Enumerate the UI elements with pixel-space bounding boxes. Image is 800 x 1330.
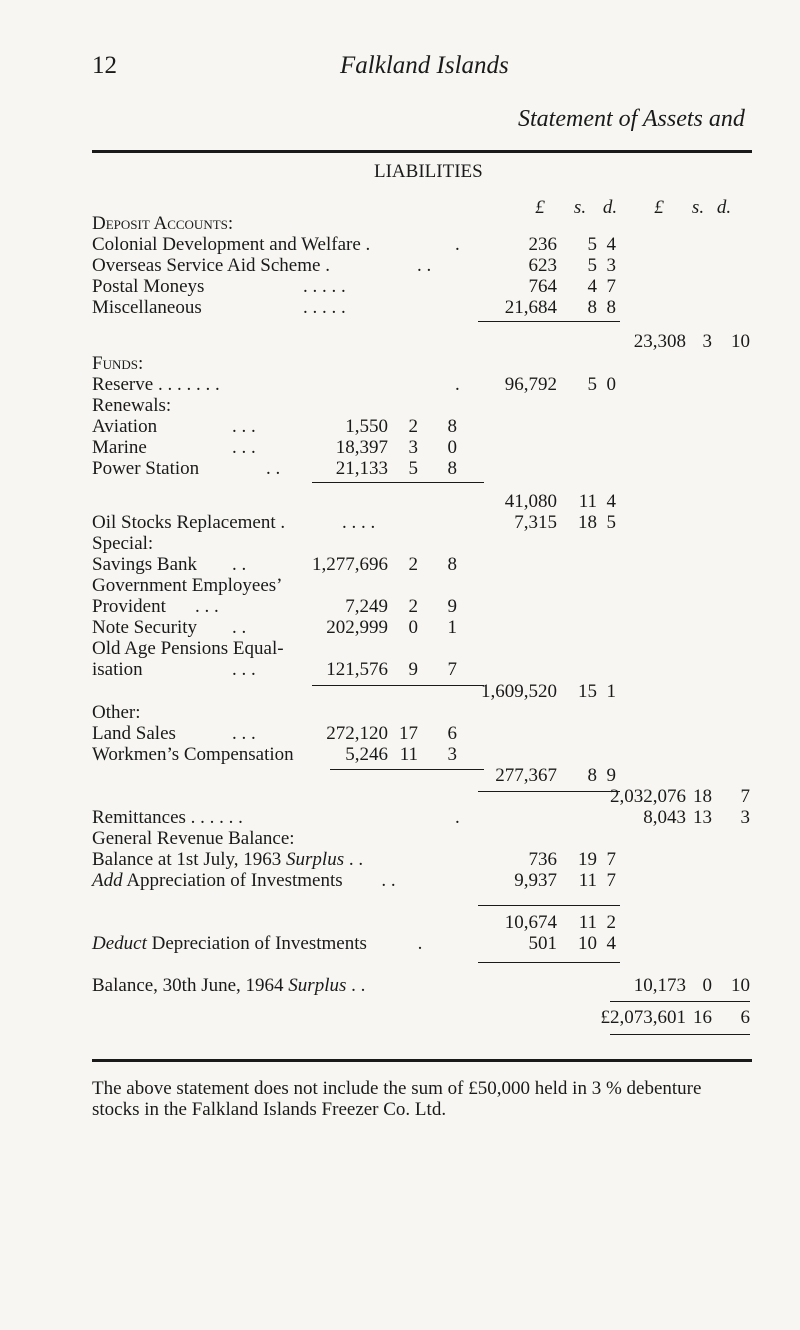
amount-shillings: 10 — [578, 933, 597, 954]
subtotal-rule — [478, 321, 620, 322]
total-pence: 3 — [740, 807, 750, 828]
renewal-label-power: Power Station — [92, 458, 200, 479]
inner-pounds: 21,133 — [335, 458, 388, 479]
amount-pounds: 764 — [528, 276, 557, 297]
amount-shillings: 5 — [587, 374, 597, 395]
dots: . . . — [232, 437, 256, 458]
grand-total-rule-bottom — [610, 1034, 750, 1035]
amount-shillings: 8 — [587, 297, 597, 318]
col-header-pound-2: £ — [654, 197, 664, 218]
balance-1963-text: Balance at 1st July, 1963 — [92, 849, 282, 870]
amount-pence: 1 — [606, 681, 616, 702]
dots: . . — [381, 870, 396, 891]
inner-pence: 1 — [447, 617, 457, 638]
special-label-gov-employees: Government Employees’ — [92, 575, 283, 596]
inner-shillings: 9 — [408, 659, 418, 680]
inner-shillings: 17 — [399, 723, 418, 744]
deposit-accounts-heading: Deposit Accounts: — [92, 213, 234, 234]
subtotal-rule — [478, 962, 620, 963]
grand-total-rule-top — [610, 1001, 750, 1002]
dots: . . — [266, 458, 281, 479]
renewal-label-aviation: Aviation — [92, 416, 158, 437]
amount-pence: 9 — [606, 765, 616, 786]
surplus-text: Surplus — [288, 975, 347, 996]
dots: . . — [417, 255, 432, 276]
dots: . — [417, 933, 423, 954]
col-header-pence-2: d. — [716, 197, 732, 218]
footnote-line-2: stocks in the Falkland Islands Freezer Co. Ltd. — [92, 1099, 447, 1120]
inner-pence: 9 — [447, 596, 457, 617]
col-header-pence: d. — [602, 197, 618, 218]
header-rule — [92, 150, 752, 153]
dots: . . . — [195, 596, 219, 617]
amount-pence: 7 — [606, 849, 616, 870]
amount-pence: 4 — [606, 234, 616, 255]
deposit-label-misc: Miscellaneous — [92, 297, 202, 318]
depreciation-text: Depreciation of Investments — [151, 933, 367, 954]
dots: . . — [351, 975, 366, 996]
other-heading: Other: — [92, 702, 141, 723]
total-pence: 7 — [740, 786, 750, 807]
grand-total-pounds: £2,073,601 — [600, 1007, 686, 1028]
inner-pounds: 202,999 — [326, 617, 388, 638]
deposit-label-postal: Postal Moneys — [92, 276, 205, 297]
dots: . . . . . — [303, 297, 346, 318]
dots: . . . — [232, 723, 256, 744]
renewal-label-marine: Marine — [92, 437, 147, 458]
inner-shillings: 2 — [408, 596, 418, 617]
other-label-land-sales: Land Sales — [92, 723, 176, 744]
grand-total-pence: 6 — [740, 1007, 750, 1028]
amount-shillings: 11 — [578, 912, 597, 933]
deposit-label-overseas: Overseas Service Aid Scheme . — [92, 255, 330, 276]
inner-pounds: 5,246 — [345, 744, 388, 765]
amount-pence: 7 — [606, 276, 616, 297]
oil-stocks-label: Oil Stocks Replacement . — [92, 512, 286, 533]
amount-pence: 2 — [606, 912, 616, 933]
inner-shillings: 11 — [399, 744, 418, 765]
special-label-note-security: Note Security — [92, 617, 198, 638]
inner-pence: 7 — [447, 659, 457, 680]
page-title: Falkland Islands — [340, 52, 509, 79]
amount-pounds: 9,937 — [514, 870, 557, 891]
footer-rule — [92, 1059, 752, 1062]
renewals-heading: Renewals: — [92, 395, 172, 416]
inner-pounds: 121,576 — [326, 659, 388, 680]
depreciation-label — [92, 933, 422, 955]
appreciation-label — [92, 870, 396, 892]
balance-1964-text: Balance, 30th June, 1964 — [92, 975, 284, 996]
amount-pence: 4 — [606, 491, 616, 512]
inner-pounds: 272,120 — [326, 723, 388, 744]
subtotal-rule — [478, 791, 620, 792]
amount-pence: 4 — [606, 933, 616, 954]
inner-pence: 8 — [447, 458, 457, 479]
page-number: 12 — [92, 52, 117, 79]
total-pounds: 2,032,076 — [610, 786, 686, 807]
inner-shillings: 2 — [408, 416, 418, 437]
amount-shillings: 4 — [587, 276, 597, 297]
inner-pence: 8 — [447, 554, 457, 575]
amount-shillings: 11 — [578, 870, 597, 891]
total-pounds: 23,308 — [633, 331, 686, 352]
amount-shillings: 18 — [578, 512, 597, 533]
inner-shillings: 0 — [408, 617, 418, 638]
special-label-old-age: Old Age Pensions Equal- — [92, 638, 284, 659]
amount-pounds: 41,080 — [504, 491, 557, 512]
amount-pounds: 21,684 — [504, 297, 557, 318]
inner-pence: 8 — [447, 416, 457, 437]
special-heading: Special: — [92, 533, 154, 554]
amount-shillings: 8 — [587, 765, 597, 786]
inner-pounds: 7,249 — [345, 596, 388, 617]
amount-pounds: 10,674 — [504, 912, 557, 933]
amount-pence: 8 — [606, 297, 616, 318]
inner-pence: 0 — [447, 437, 457, 458]
inner-pounds: 18,397 — [335, 437, 388, 458]
total-shillings: 0 — [702, 975, 712, 996]
liabilities-heading: LIABILITIES — [374, 161, 483, 182]
deduct-text: Deduct — [92, 933, 147, 954]
total-pounds: 8,043 — [643, 807, 686, 828]
col-header-shilling: s. — [573, 197, 587, 218]
dots: . — [455, 374, 460, 395]
surplus-text: Surplus — [286, 849, 345, 870]
subtotal-rule — [312, 482, 484, 483]
inner-pounds: 1,277,696 — [312, 554, 388, 575]
col-header-pound: £ — [535, 197, 545, 218]
amount-pounds: 623 — [528, 255, 557, 276]
amount-pence: 0 — [606, 374, 616, 395]
inner-pence: 6 — [447, 723, 457, 744]
amount-shillings: 15 — [578, 681, 597, 702]
amount-pounds: 236 — [528, 234, 557, 255]
dots: . . . . . — [303, 276, 346, 297]
revenue-heading: General Revenue Balance: — [92, 828, 295, 849]
total-shillings: 18 — [693, 786, 712, 807]
inner-shillings: 5 — [408, 458, 418, 479]
other-label-workmens-comp: Workmen’s Compensation — [92, 744, 294, 765]
dots: . . . — [232, 416, 256, 437]
appreciation-text: Appreciation of Investments — [126, 870, 343, 891]
total-pounds: 10,173 — [633, 975, 686, 996]
total-pence: 10 — [731, 331, 750, 352]
subtotal-rule — [312, 685, 484, 686]
dots: . — [455, 807, 460, 828]
amount-shillings: 5 — [587, 255, 597, 276]
total-shillings: 3 — [702, 331, 712, 352]
funds-heading: Funds: — [92, 353, 144, 374]
amount-shillings: 11 — [578, 491, 597, 512]
dots: . . . . — [342, 512, 376, 533]
amount-pounds: 736 — [528, 849, 557, 870]
inner-shillings: 3 — [408, 437, 418, 458]
dots: . . . — [232, 659, 256, 680]
special-label-provident: Provident — [92, 596, 166, 617]
subtotal-rule — [478, 905, 620, 906]
deposit-label-colonial: Colonial Development and Welfare . — [92, 234, 371, 255]
dots: . . — [232, 554, 247, 575]
amount-shillings: 19 — [578, 849, 597, 870]
funds-reserve-label: Reserve . . . . . . . — [92, 374, 220, 395]
amount-pence: 5 — [606, 512, 616, 533]
amount-pounds: 1,609,520 — [481, 681, 557, 702]
dots: . . — [232, 617, 247, 638]
total-pence: 10 — [731, 975, 750, 996]
amount-pence: 3 — [606, 255, 616, 276]
grand-total-shillings: 16 — [693, 1007, 712, 1028]
special-label-savings: Savings Bank — [92, 554, 198, 575]
amount-pounds: 96,792 — [504, 374, 557, 395]
subtotal-rule — [330, 769, 484, 770]
balance-1963-label — [92, 849, 363, 871]
amount-pounds: 501 — [528, 933, 557, 954]
footnote-line-1: The above statement does not include the sum of £50,000 held in 3 % debenture — [92, 1078, 702, 1099]
inner-shillings: 2 — [408, 554, 418, 575]
special-label-isation: isation — [92, 659, 143, 680]
col-header-shilling-2: s. — [691, 197, 705, 218]
dots: . . — [348, 849, 364, 870]
inner-pence: 3 — [447, 744, 457, 765]
balance-1964-label — [92, 975, 365, 997]
remittances-label: Remittances . . . . . . — [92, 807, 243, 828]
total-shillings: 13 — [693, 807, 712, 828]
page-subtitle: Statement of Assets and — [518, 106, 745, 132]
amount-pounds: 277,367 — [495, 765, 557, 786]
inner-pounds: 1,550 — [345, 416, 388, 437]
add-text: Add — [92, 870, 123, 891]
dots: . — [455, 234, 460, 255]
amount-shillings: 5 — [587, 234, 597, 255]
amount-pence: 7 — [606, 870, 616, 891]
amount-pounds: 7,315 — [514, 512, 557, 533]
